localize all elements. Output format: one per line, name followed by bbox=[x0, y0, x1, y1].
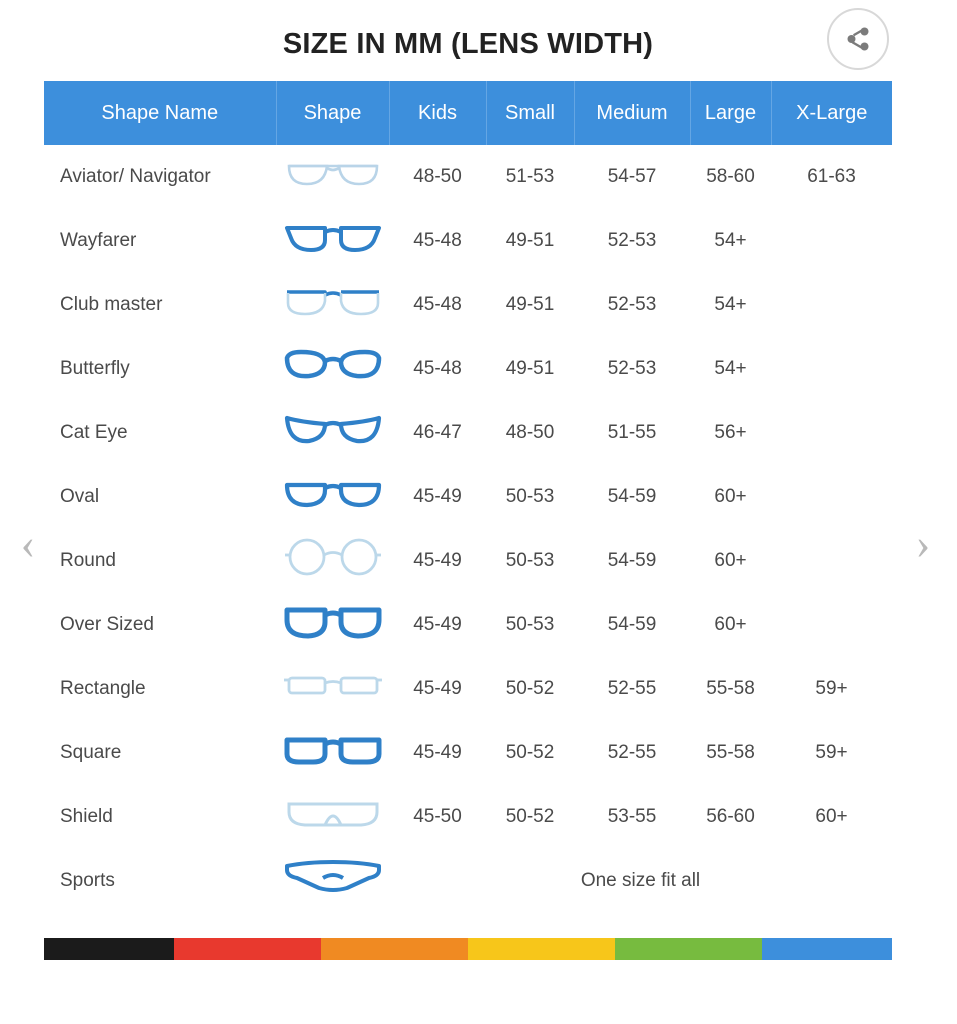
column-header-medium: Medium bbox=[574, 81, 690, 145]
row-small: 49-51 bbox=[486, 273, 574, 337]
row-medium: 52-53 bbox=[574, 209, 690, 273]
strip-segment-yellow bbox=[468, 938, 615, 960]
row-shape-name: Shield bbox=[44, 785, 276, 849]
row-large: 55-58 bbox=[690, 657, 771, 721]
table-row bbox=[44, 785, 892, 849]
row-small: 50-52 bbox=[486, 785, 574, 849]
row-small: 50-52 bbox=[486, 721, 574, 785]
row-kids: 48-50 bbox=[389, 145, 486, 209]
row-shape-name: Oval bbox=[44, 465, 276, 529]
row-shape-name: Club master bbox=[44, 273, 276, 337]
row-xlarge bbox=[771, 337, 892, 401]
row-small: 51-53 bbox=[486, 145, 574, 209]
row-small: 49-51 bbox=[486, 209, 574, 273]
row-small: 50-53 bbox=[486, 593, 574, 657]
row-kids: 45-48 bbox=[389, 273, 486, 337]
strip-segment-orange bbox=[321, 938, 468, 960]
strip-segment-blue bbox=[762, 938, 892, 960]
row-medium: 54-59 bbox=[574, 529, 690, 593]
table-row bbox=[44, 465, 892, 529]
row-small: 50-52 bbox=[486, 657, 574, 721]
row-xlarge bbox=[771, 401, 892, 465]
row-large: 60+ bbox=[690, 529, 771, 593]
row-xlarge bbox=[771, 593, 892, 657]
share-button[interactable] bbox=[827, 8, 889, 70]
row-medium: 54-59 bbox=[574, 593, 690, 657]
page-title: SIZE IN MM (LENS WIDTH) bbox=[282, 28, 654, 60]
row-kids: 45-50 bbox=[389, 785, 486, 849]
round-glasses-icon bbox=[276, 529, 389, 593]
color-strip bbox=[44, 938, 892, 960]
row-large: 60+ bbox=[690, 593, 771, 657]
aviator-glasses-icon bbox=[276, 145, 389, 209]
row-medium: 54-57 bbox=[574, 145, 690, 209]
row-kids: 46-47 bbox=[389, 401, 486, 465]
table-row bbox=[44, 849, 892, 913]
row-large: 60+ bbox=[690, 465, 771, 529]
table-row bbox=[44, 273, 892, 337]
size-chart-card bbox=[44, 0, 892, 913]
row-xlarge: 60+ bbox=[771, 785, 892, 849]
table-row bbox=[44, 721, 892, 785]
row-kids: 45-48 bbox=[389, 337, 486, 401]
butterfly-glasses-icon bbox=[276, 337, 389, 401]
row-medium: 54-59 bbox=[574, 465, 690, 529]
oval-glasses-icon bbox=[276, 465, 389, 529]
share-icon bbox=[843, 24, 873, 54]
clubmaster-glasses-icon bbox=[276, 273, 389, 337]
row-medium: 52-55 bbox=[574, 657, 690, 721]
table-row bbox=[44, 337, 892, 401]
table-header bbox=[44, 81, 892, 145]
column-header-kids: Kids bbox=[389, 81, 486, 145]
table-row bbox=[44, 657, 892, 721]
row-xlarge bbox=[771, 209, 892, 273]
table-row bbox=[44, 401, 892, 465]
row-large: 54+ bbox=[690, 209, 771, 273]
row-shape-name: Square bbox=[44, 721, 276, 785]
row-small: 49-51 bbox=[486, 337, 574, 401]
one-size-note: One size fit all bbox=[389, 849, 892, 913]
row-xlarge: 59+ bbox=[771, 721, 892, 785]
row-xlarge: 61-63 bbox=[771, 145, 892, 209]
square-glasses-icon bbox=[276, 721, 389, 785]
oversized-glasses-icon bbox=[276, 593, 389, 657]
strip-segment-red bbox=[174, 938, 321, 960]
sports-glasses-icon bbox=[276, 849, 389, 913]
row-large: 54+ bbox=[690, 273, 771, 337]
row-shape-name: Sports bbox=[44, 849, 276, 913]
row-medium: 52-53 bbox=[574, 273, 690, 337]
column-header-small: Small bbox=[486, 81, 574, 145]
shield-glasses-icon bbox=[276, 785, 389, 849]
carousel-next-button[interactable]: › bbox=[915, 519, 931, 568]
row-medium: 51-55 bbox=[574, 401, 690, 465]
table-row bbox=[44, 209, 892, 273]
row-shape-name: Aviator/ Navigator bbox=[44, 145, 276, 209]
table-row bbox=[44, 145, 892, 209]
row-shape-name: Rectangle bbox=[44, 657, 276, 721]
column-header-shape: Shape bbox=[276, 81, 389, 145]
row-shape-name: Round bbox=[44, 529, 276, 593]
table-row bbox=[44, 529, 892, 593]
strip-segment-green bbox=[615, 938, 762, 960]
row-xlarge bbox=[771, 529, 892, 593]
row-medium: 52-55 bbox=[574, 721, 690, 785]
row-shape-name: Over Sized bbox=[44, 593, 276, 657]
row-large: 55-58 bbox=[690, 721, 771, 785]
row-xlarge bbox=[771, 273, 892, 337]
column-header-shape-name: Shape Name bbox=[44, 81, 276, 145]
row-shape-name: Wayfarer bbox=[44, 209, 276, 273]
row-kids: 45-49 bbox=[389, 465, 486, 529]
size-chart-table bbox=[44, 81, 892, 913]
row-shape-name: Butterfly bbox=[44, 337, 276, 401]
rectangle-glasses-icon bbox=[276, 657, 389, 721]
table-row bbox=[44, 593, 892, 657]
row-kids: 45-49 bbox=[389, 657, 486, 721]
row-xlarge bbox=[771, 465, 892, 529]
row-medium: 52-53 bbox=[574, 337, 690, 401]
row-small: 50-53 bbox=[486, 465, 574, 529]
row-large: 56+ bbox=[690, 401, 771, 465]
cateye-glasses-icon bbox=[276, 401, 389, 465]
row-shape-name: Cat Eye bbox=[44, 401, 276, 465]
row-kids: 45-49 bbox=[389, 529, 486, 593]
row-kids: 45-48 bbox=[389, 209, 486, 273]
row-small: 48-50 bbox=[486, 401, 574, 465]
row-large: 54+ bbox=[690, 337, 771, 401]
row-kids: 45-49 bbox=[389, 593, 486, 657]
strip-segment-black bbox=[44, 938, 174, 960]
column-header-large: Large bbox=[690, 81, 771, 145]
row-small: 50-53 bbox=[486, 529, 574, 593]
row-medium: 53-55 bbox=[574, 785, 690, 849]
carousel-prev-button[interactable]: ‹ bbox=[20, 519, 36, 568]
row-kids: 45-49 bbox=[389, 721, 486, 785]
column-header-xlarge: X-Large bbox=[771, 81, 892, 145]
row-large: 56-60 bbox=[690, 785, 771, 849]
wayfarer-glasses-icon bbox=[276, 209, 389, 273]
row-xlarge: 59+ bbox=[771, 657, 892, 721]
row-large: 58-60 bbox=[690, 145, 771, 209]
